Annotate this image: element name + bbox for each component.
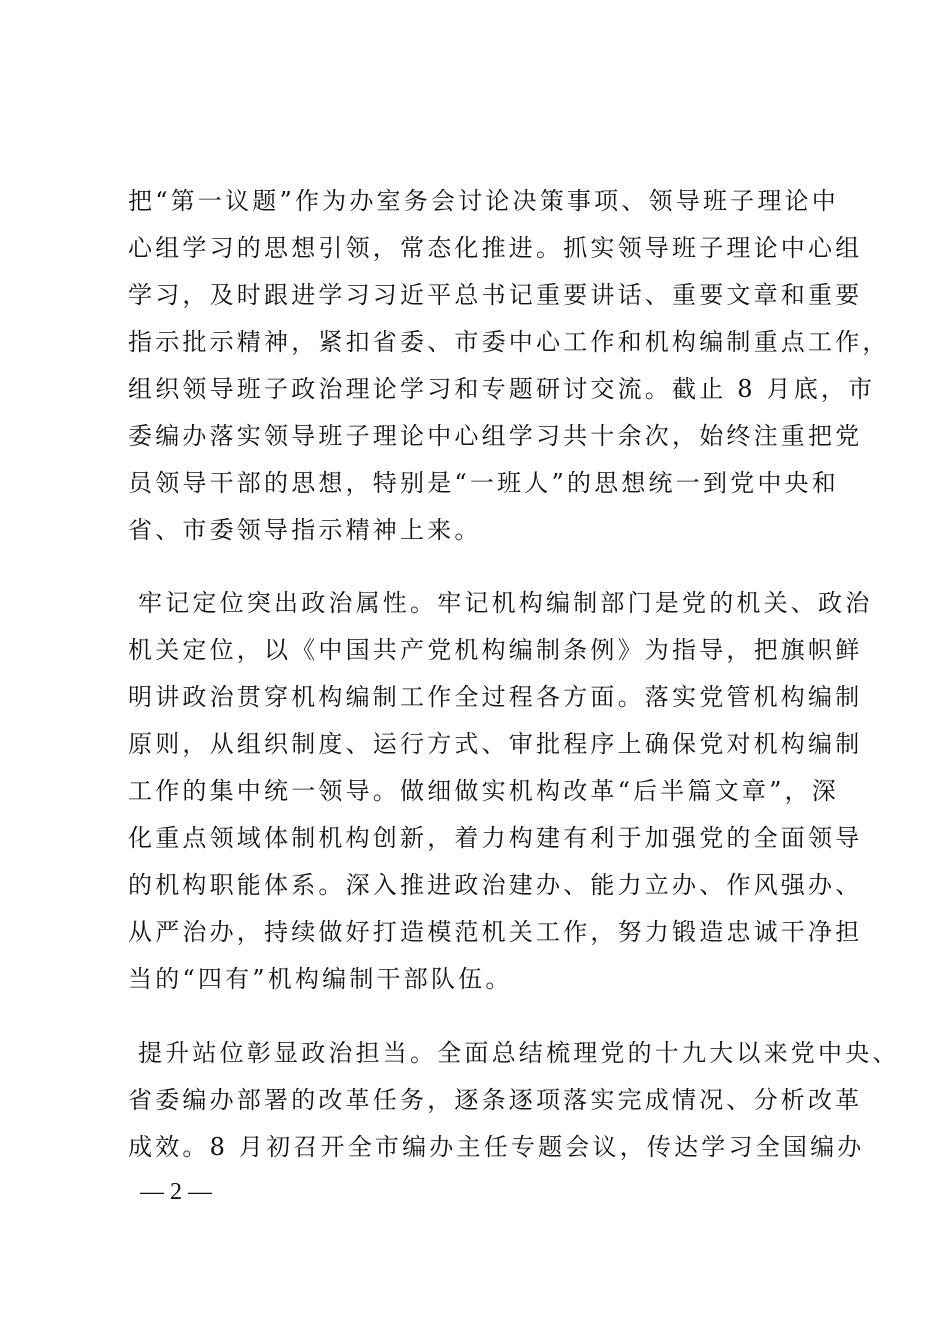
text-line: 心组学习的思想引领，常态化推进。抓实领导班子理论中心组 bbox=[128, 234, 863, 262]
text-line: 化重点领域体制机构创新，着力构建有利于加强党的全面领导 bbox=[128, 824, 863, 852]
paragraph-political-responsibility bbox=[128, 1030, 900, 1171]
text-line: 的机构职能体系。深入推进政治建办、能力立办、作风强办、 bbox=[128, 871, 863, 899]
paragraph-political-attribute bbox=[128, 580, 872, 1003]
text-line: 组织领导班子政治理论学习和专题研讨交流。截止 8 月底，市 bbox=[128, 375, 876, 403]
text-line: 委编办落实领导班子理论中心组学习共十余次，始终注重把党 bbox=[128, 422, 863, 450]
text-line: 明讲政治贯穿机构编制工作全过程各方面。落实党管机构编制 bbox=[128, 683, 863, 711]
text-line: 员领导干部的思想，特别是“一班人”的思想统一到党中央和 bbox=[128, 469, 839, 497]
page-number: — 2 — bbox=[140, 1179, 212, 1205]
text-line: 工作的集中统一领导。做细做实机构改革“后半篇文章”，深 bbox=[128, 777, 839, 805]
text-line: 当的“四有”机构编制干部队伍。 bbox=[128, 965, 513, 993]
text-line: 原则，从组织制度、运行方式、审批程序上确保党对机构编制 bbox=[128, 730, 863, 758]
text-line: 牢记定位突出政治属性。牢记机构编制部门是党的机关、政治 bbox=[138, 589, 873, 617]
text-line: 把“第一议题”作为办室务会讨论决策事项、领导班子理论中 bbox=[128, 187, 839, 215]
paragraph-study-first-topic bbox=[128, 178, 890, 554]
text-line: 指示批示精神，紧扣省委、市委中心工作和机构编制重点工作， bbox=[128, 328, 890, 356]
text-line: 省、市委领导指示精神上来。 bbox=[128, 516, 482, 544]
text-line: 省委编办部署的改革任务，逐条逐项落实完成情况、分析改革 bbox=[128, 1086, 863, 1114]
text-line: 机关定位，以《中国共产党机构编制条例》为指导，把旗帜鲜 bbox=[128, 636, 863, 664]
text-line: 学习，及时跟进学习习近平总书记重要讲话、重要文章和重要 bbox=[128, 281, 863, 309]
text-line: 提升站位彰显政治担当。全面总结梳理党的十九大以来党中央、 bbox=[138, 1039, 900, 1067]
text-line: 从严治办，持续做好打造模范机关工作，努力锻造忠诚干净担 bbox=[128, 918, 863, 946]
text-line: 成效。8 月初召开全市编办主任专题会议，传达学习全国编办 bbox=[128, 1133, 865, 1161]
